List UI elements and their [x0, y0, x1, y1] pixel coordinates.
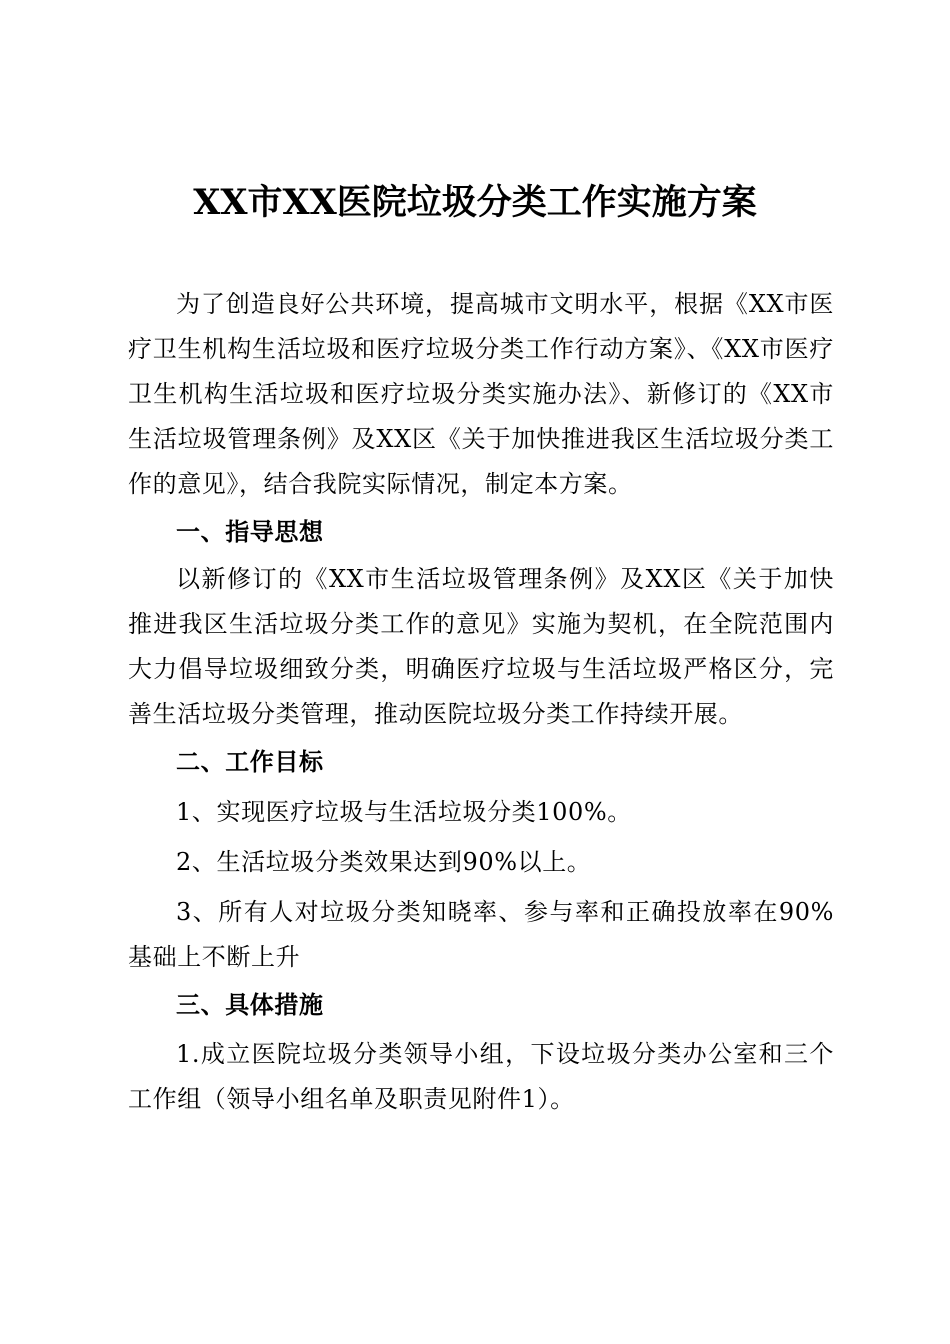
guiding-thought-paragraph: 以新修订的《XX市生活垃圾管理条例》及XX区《关于加快推进我区生活垃圾分类工作的意见》实施为契机，在全院范围内大力倡导垃圾细致分类，明确医疗垃圾与生活垃圾严格区分，完善生活垃圾分类管理，推动医院垃圾分类工作持续开展。 — [128, 565, 834, 728]
measure-item-1: 1.成立医院垃圾分类领导小组，下设垃圾分类办公室和三个工作组（领导小组名单及职责见附件1）。 — [128, 1040, 834, 1113]
document-body — [128, 282, 834, 1122]
intro-paragraph: 为了创造良好公共环境，提高城市文明水平，根据《XX市医疗卫生机构生活垃圾和医疗垃圾分类工作行动方案》、《XX市医疗卫生机构生活垃圾和医疗垃圾分类实施办法》、新修订的《XX市生活垃圾管理条例》及XX区《关于加快推进我区生活垃圾分类工作的意见》，结合我院实际情况，制定本方案。 — [128, 290, 834, 498]
section-heading-guiding-thought: 一、指导思想 — [176, 518, 324, 546]
section-heading-specific-measures: 三、具体措施 — [176, 991, 324, 1019]
goal-item-1: 1、实现医疗垃圾与生活垃圾分类100%。 — [176, 798, 632, 826]
section-heading-work-goals: 二、工作目标 — [176, 748, 324, 776]
document-title: XX市XX医院垃圾分类工作实施方案 — [193, 182, 757, 223]
goal-item-2: 2、生活垃圾分类效果达到90%以上。 — [176, 848, 592, 876]
goal-item-3: 3、所有人对垃圾分类知晓率、参与率和正确投放率在90%基础上不断上升 — [128, 898, 834, 971]
